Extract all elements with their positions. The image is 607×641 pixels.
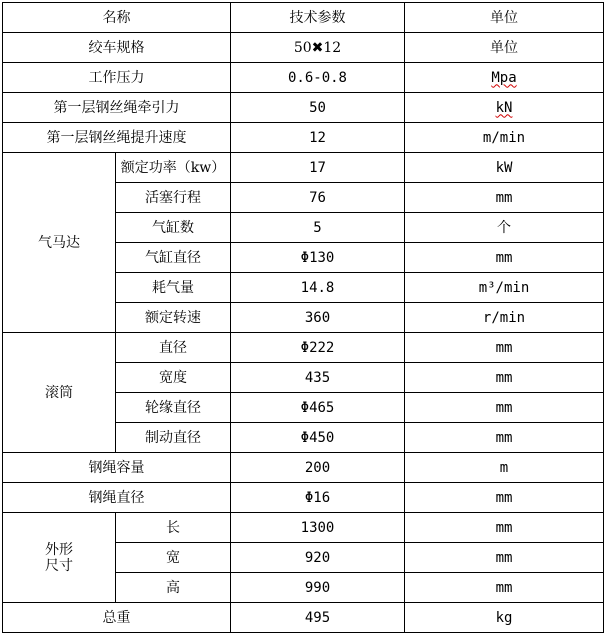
row-unit: r/min <box>405 303 604 333</box>
row-name: 宽 <box>116 543 231 573</box>
row-name: 宽度 <box>116 363 231 393</box>
row-name: 活塞行程 <box>116 183 231 213</box>
header-unit: 单位 <box>405 3 604 33</box>
table-row <box>3 603 604 633</box>
row-unit: 单位 <box>405 33 604 63</box>
row-name: 气缸数 <box>116 213 231 243</box>
header-param: 技术参数 <box>231 3 405 33</box>
table-row <box>3 123 604 153</box>
row-unit: 个 <box>405 213 604 243</box>
row-name: 第一层钢丝绳牵引力 <box>3 93 231 123</box>
row-value: 1300 <box>231 513 405 543</box>
row-value: 0.6-0.8 <box>231 63 405 93</box>
row-value: 76 <box>231 183 405 213</box>
table-row <box>3 453 604 483</box>
row-value: Φ450 <box>231 423 405 453</box>
table-row <box>3 63 604 93</box>
row-unit: mm <box>405 243 604 273</box>
row-name: 总重 <box>3 603 231 633</box>
table-row <box>3 483 604 513</box>
row-name: 气缸直径 <box>116 243 231 273</box>
group-dimensions-line2: 尺寸 <box>45 557 73 574</box>
row-name: 额定功率（kw） <box>116 153 231 183</box>
row-value: 50 <box>231 93 405 123</box>
row-unit: kW <box>405 153 604 183</box>
row-unit: mm <box>405 543 604 573</box>
row-value: 360 <box>231 303 405 333</box>
row-unit: kg <box>405 603 604 633</box>
row-name: 制动直径 <box>116 423 231 453</box>
row-unit: mm <box>405 393 604 423</box>
group-air-motor: 气马达 <box>3 153 116 333</box>
row-unit: mm <box>405 483 604 513</box>
table-row <box>3 333 604 363</box>
header-name: 名称 <box>3 3 231 33</box>
table-row <box>3 153 604 183</box>
row-value: 920 <box>231 543 405 573</box>
row-value: 12 <box>231 123 405 153</box>
row-name: 直径 <box>116 333 231 363</box>
row-value: 5 <box>231 213 405 243</box>
row-unit: mm <box>405 573 604 603</box>
row-value: 495 <box>231 603 405 633</box>
group-dimensions <box>3 513 116 603</box>
row-name: 工作压力 <box>3 63 231 93</box>
row-name: 长 <box>116 513 231 543</box>
row-unit: mm <box>405 513 604 543</box>
row-value: Φ465 <box>231 393 405 423</box>
row-name: 钢绳容量 <box>3 453 231 483</box>
spec-table <box>2 2 604 633</box>
row-name: 第一层钢丝绳提升速度 <box>3 123 231 153</box>
row-unit: mm <box>405 423 604 453</box>
row-value: 14.8 <box>231 273 405 303</box>
group-dimensions-line1: 外形 <box>45 541 73 558</box>
row-value: 435 <box>231 363 405 393</box>
row-name: 钢绳直径 <box>3 483 231 513</box>
row-value: 50✖12 <box>231 33 405 63</box>
table-row <box>3 93 604 123</box>
row-unit: mm <box>405 363 604 393</box>
row-unit: m³/min <box>405 273 604 303</box>
row-unit: m/min <box>405 123 604 153</box>
row-value: Φ222 <box>231 333 405 363</box>
row-name: 额定转速 <box>116 303 231 333</box>
row-value: Φ130 <box>231 243 405 273</box>
table-row <box>3 33 604 63</box>
row-name: 高 <box>116 573 231 603</box>
row-value: 17 <box>231 153 405 183</box>
row-value: 200 <box>231 453 405 483</box>
row-name: 绞车规格 <box>3 33 231 63</box>
row-unit: kN <box>495 99 513 116</box>
row-name: 耗气量 <box>116 273 231 303</box>
row-value: 990 <box>231 573 405 603</box>
row-unit: m <box>405 453 604 483</box>
row-unit: Mpa <box>491 69 517 86</box>
row-name: 轮缘直径 <box>116 393 231 423</box>
group-drum: 滚筒 <box>3 333 116 453</box>
row-value: Φ16 <box>231 483 405 513</box>
row-unit: mm <box>405 183 604 213</box>
table-row <box>3 513 604 543</box>
row-unit: mm <box>405 333 604 363</box>
header-row <box>3 3 604 33</box>
